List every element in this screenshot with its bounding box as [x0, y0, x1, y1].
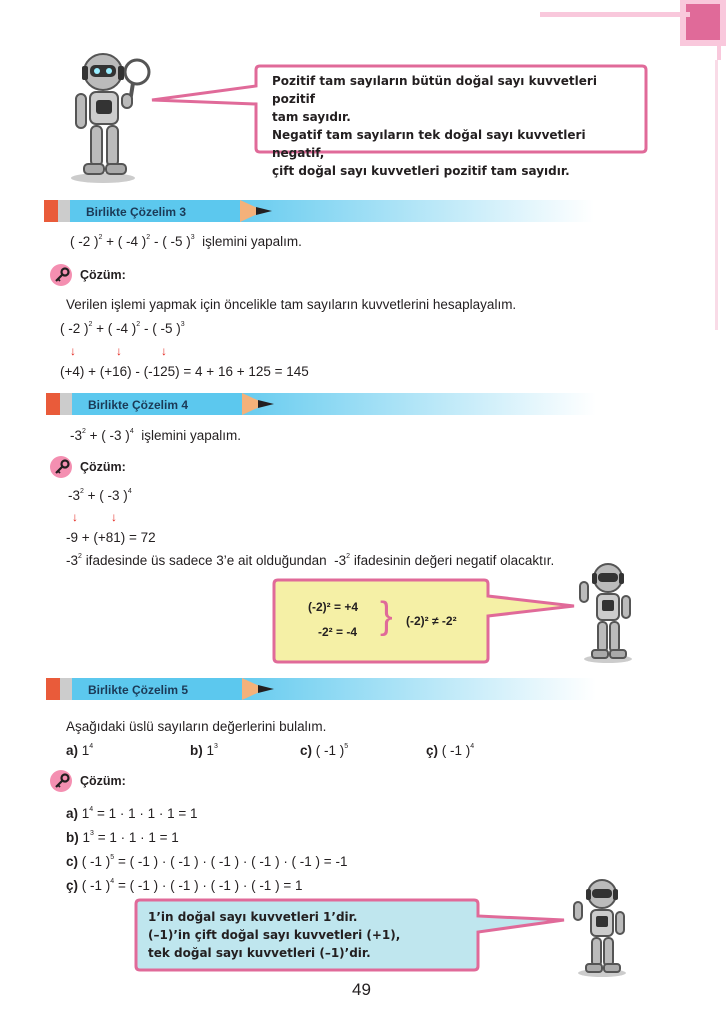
yellow-callout-conclusion: (-2)² ≠ -2² — [406, 614, 457, 628]
solution-row-c — [66, 854, 347, 869]
solution-row-b — [66, 830, 179, 845]
solution-rhs: = ( -1 ) · ( -1 ) · ( -1 ) · ( -1 ) · ( -1 ) = -1 — [117, 854, 348, 869]
choice-label: ç) — [426, 743, 439, 758]
solution-exp: 4 — [110, 878, 115, 885]
solution-exp: 4 — [89, 806, 94, 813]
down-arrow-icon: ↓ — [116, 344, 122, 358]
choice-exp: 5 — [344, 743, 349, 750]
choice-label: b) — [190, 743, 203, 758]
example5-choice-a — [66, 743, 93, 758]
solution-exp: 5 — [110, 854, 115, 861]
solution-label: c) — [66, 854, 79, 869]
key-glyph-icon — [54, 459, 70, 475]
example4-note-middle: ifadesinde üs sadece 3’e ait olduğundan — [85, 553, 327, 568]
choice-exp: 3 — [214, 743, 218, 750]
down-arrow-icon: ↓ — [161, 344, 167, 358]
example4-solution-label: Çözüm: — [80, 460, 126, 474]
example5-intro: Aşağıdaki üslü sayıların değerlerini bulalım. — [66, 719, 327, 734]
solution-rhs: = 1 · 1 · 1 = 1 — [97, 830, 179, 845]
bottom-callout-line3: tek doğal sayı kuvvetleri (–1)’dir. — [148, 946, 371, 960]
yellow-callout-brace: } — [380, 595, 393, 637]
top-callout-line4: çift doğal sayı kuvvetleri pozitif tam sayıdır. — [272, 164, 570, 178]
example3-result: (+4) + (+16) - (-125) = 4 + 16 + 125 = 145 — [60, 364, 309, 379]
example5-header: Birlikte Çözelim 5 — [88, 683, 189, 697]
solution-base: ( -1 ) — [81, 854, 111, 869]
down-arrow-icon: ↓ — [72, 510, 78, 524]
top-callout-line1: Pozitif tam sayıların bütün doğal sayı kuvvetleri pozitif — [272, 74, 597, 106]
example4-problem-suffix: işlemini yapalım. — [141, 428, 242, 443]
example5-choice-c-cedilla — [426, 743, 474, 758]
example4-problem: $-3^2$ + ( -3 )$^4$ işlemini yapalım. — [70, 428, 242, 443]
choice-base: 1 — [206, 743, 215, 758]
choice-base: ( -1 ) — [441, 743, 471, 758]
solution-label: a) — [66, 806, 79, 821]
example5-solution-label: Çözüm: — [80, 774, 126, 788]
yellow-callout-eq2: -2² = -4 — [318, 625, 358, 639]
example3-problem: ( -2 )$^2$ + ( -4 )$^2$ - ( -5 )$^3$ işlemini yapalım. — [70, 234, 302, 249]
choice-label: c) — [300, 743, 313, 758]
corner-decoration — [520, 0, 726, 60]
down-arrow-icon: ↓ — [70, 344, 76, 358]
key-glyph-icon — [54, 267, 70, 283]
solution-label: b) — [66, 830, 79, 845]
down-arrow-icon: ↓ — [111, 510, 117, 524]
example3-solution-label: Çözüm: — [80, 268, 126, 282]
solution-base: 1 — [81, 806, 90, 821]
example5-choice-b — [190, 743, 218, 758]
robot-thumbs-up-illustration — [566, 878, 632, 978]
solution-exp: 3 — [90, 830, 94, 837]
top-callout-text — [272, 72, 642, 180]
example3-problem-suffix: işlemini yapalım. — [202, 234, 302, 249]
solution-rhs: = 1 · 1 · 1 · 1 = 1 — [96, 806, 198, 821]
solution-row-a — [66, 806, 198, 821]
choice-exp: 4 — [89, 743, 94, 750]
bottom-callout-line1: 1’in doğal sayı kuvvetleri 1’dir. — [148, 910, 358, 924]
choice-base: 1 — [81, 743, 90, 758]
example3-expression: ( -2 )$^2$ + ( -4 )$^2$ - ( -5 )$^3$ — [60, 321, 185, 336]
choice-label: a) — [66, 743, 79, 758]
solution-row-c-cedilla — [66, 878, 302, 893]
page-number: 49 — [352, 980, 371, 999]
example4-expression: $-3^2$ + ( -3 )$^4$ — [68, 488, 132, 503]
choice-exp: 4 — [470, 743, 475, 750]
example4-header: Birlikte Çözelim 4 — [88, 398, 189, 412]
robot-magnifier-illustration — [60, 50, 155, 185]
example4-note: $-3^2$ ifadesinde üs sadece 3’e ait olduğundan $-3^2$ ifadesinin değeri negatif olacaktır. — [66, 553, 555, 568]
example3-header: Birlikte Çözelim 3 — [86, 205, 187, 219]
bottom-callout-line2: (–1)’in çift doğal sayı kuvvetleri (+1), — [148, 928, 401, 942]
example4-note-end: ifadesinin değeri negatif olacaktır. — [353, 553, 555, 568]
example5-choice-c — [300, 743, 348, 758]
bottom-callout-text — [148, 908, 400, 962]
robot-pointing-illustration — [572, 562, 638, 664]
solution-rhs: = ( -1 ) · ( -1 ) · ( -1 ) · ( -1 ) = 1 — [117, 878, 303, 893]
key-glyph-icon — [54, 773, 70, 789]
solution-base: ( -1 ) — [81, 878, 111, 893]
solution-label: ç) — [66, 878, 79, 893]
top-callout-line3: Negatif tam sayıların tek doğal sayı kuvvetleri negatif, — [272, 128, 586, 160]
solution-base: 1 — [82, 830, 91, 845]
yellow-callout-eq1: (-2)² = +4 — [308, 600, 359, 614]
choice-base: ( -1 ) — [315, 743, 345, 758]
right-edge-line — [715, 60, 718, 330]
example4-result: -9 + (+81) = 72 — [66, 530, 156, 545]
top-callout-line2: tam sayıdır. — [272, 110, 351, 124]
example3-intro: Verilen işlemi yapmak için öncelikle tam sayıların kuvvetlerini hesaplayalım. — [66, 297, 517, 312]
